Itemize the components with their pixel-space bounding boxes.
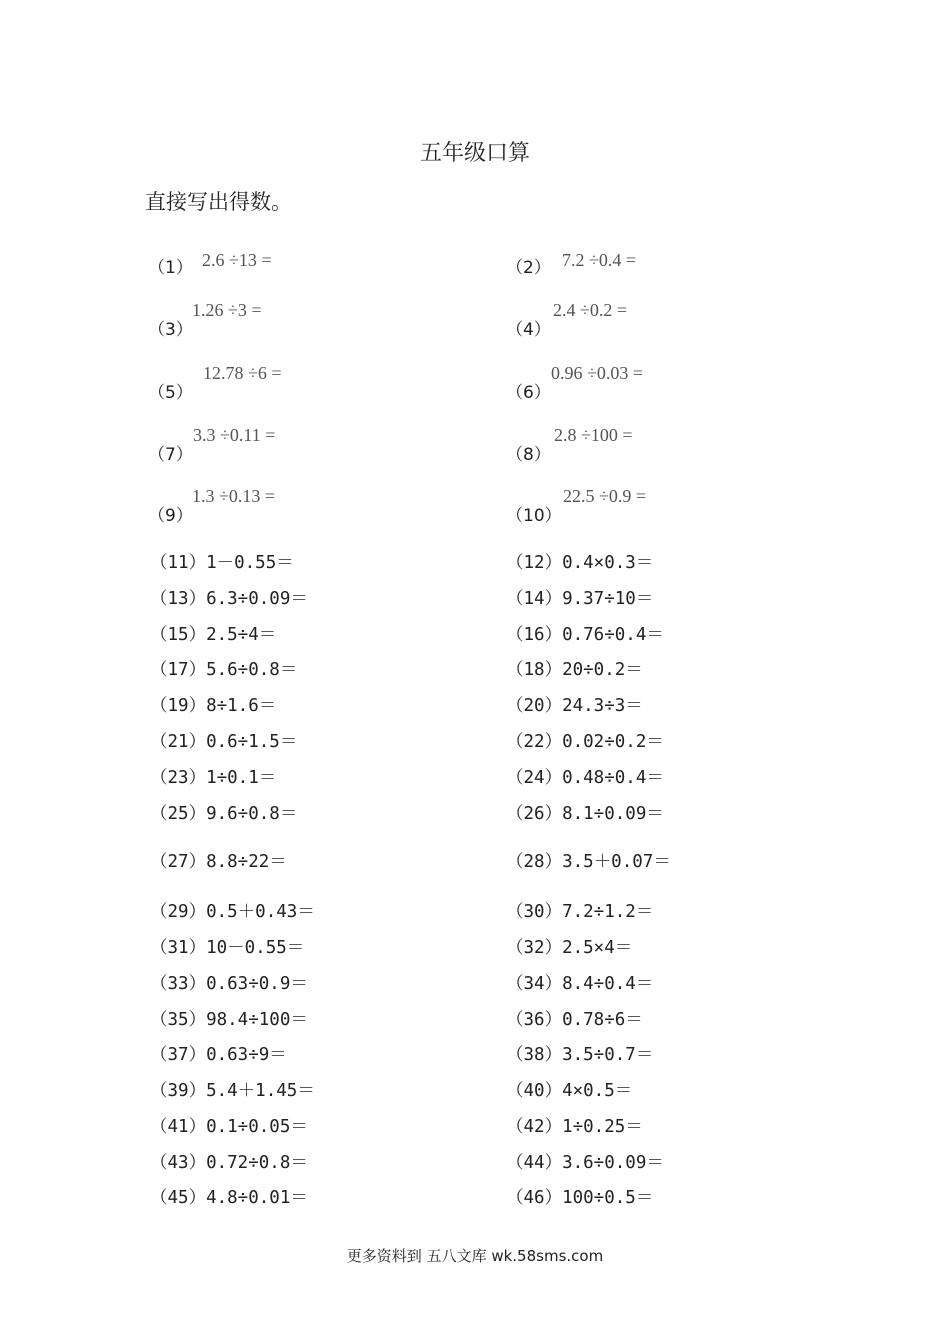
problem-item: （20）24.3÷3＝ — [506, 696, 643, 716]
problem-item: （18）20÷0.2＝ — [506, 660, 643, 680]
problem-item: （12）0.4×0.3＝ — [506, 553, 654, 573]
problem-item: （27）8.8÷22＝ — [150, 852, 287, 872]
problem-item: （36）0.78÷6＝ — [506, 1010, 643, 1030]
problem-item: （21）0.6÷1.5＝ — [150, 732, 298, 752]
problem-expression: 2.4 ÷0.2 = — [553, 300, 628, 320]
problem-item: （44）3.6÷0.09＝ — [506, 1153, 664, 1173]
problem-expression: 3.3 ÷0.11 = — [193, 425, 276, 445]
problem-item: （29）0.5＋0.43＝ — [150, 902, 315, 922]
problem-label: （7） — [148, 445, 193, 465]
problem-item: （35）98.4÷100＝ — [150, 1010, 308, 1030]
problem-item: （34）8.4÷0.4＝ — [506, 974, 654, 994]
problem-item: （17）5.6÷0.8＝ — [150, 660, 298, 680]
problem-item: （28）3.5＋0.07＝ — [506, 852, 671, 872]
problem-item: （30）7.2÷1.2＝ — [506, 902, 654, 922]
problem-item: （22）0.02÷0.2＝ — [506, 732, 664, 752]
problem-item: （42）1÷0.25＝ — [506, 1117, 643, 1137]
problem-item: （43）0.72÷0.8＝ — [150, 1153, 308, 1173]
page-title: 五年级口算 — [419, 141, 530, 166]
problem-label: （8） — [506, 445, 551, 465]
problem-label: （10） — [506, 506, 562, 526]
problem-item: （24）0.48÷0.4＝ — [506, 768, 664, 788]
problem-label: （3） — [148, 320, 193, 340]
problem-label: （4） — [506, 320, 551, 340]
problem-label: （2） — [506, 258, 551, 278]
problem-item: （25）9.6÷0.8＝ — [150, 804, 298, 824]
problem-expression: 1.3 ÷0.13 = — [192, 486, 276, 506]
problem-item: （14）9.37÷10＝ — [506, 589, 654, 609]
problem-label: （5） — [148, 383, 193, 403]
problem-expression: 12.78 ÷6 = — [203, 363, 282, 383]
problem-item: （19）8÷1.6＝ — [150, 696, 277, 716]
problem-label: （6） — [506, 383, 551, 403]
problem-item: （45）4.8÷0.01＝ — [150, 1188, 308, 1208]
problem-item: （41）0.1÷0.05＝ — [150, 1117, 308, 1137]
problem-expression: 22.5 ÷0.9 = — [563, 486, 647, 506]
problem-item: （16）0.76÷0.4＝ — [506, 625, 664, 645]
problem-expression: 0.96 ÷0.03 = — [551, 363, 644, 383]
problem-expression: 2.6 ÷13 = — [202, 250, 272, 270]
problem-item: （23）1÷0.1＝ — [150, 768, 277, 788]
problem-expression: 7.2 ÷0.4 = — [562, 250, 637, 270]
problem-item: （13）6.3÷0.09＝ — [150, 589, 308, 609]
problem-item: （31）10－0.55＝ — [150, 938, 305, 958]
problem-expression: 1.26 ÷3 = — [192, 300, 262, 320]
problem-item: （15）2.5÷4＝ — [150, 625, 277, 645]
problem-label: （1） — [148, 258, 193, 278]
instruction: 直接写出得数。 — [145, 190, 292, 214]
problem-item: （11）1－0.55＝ — [150, 553, 294, 573]
problem-item: （39）5.4＋1.45＝ — [150, 1081, 315, 1101]
problem-item: （40）4×0.5＝ — [506, 1081, 633, 1101]
problem-item: （32）2.5×4＝ — [506, 938, 633, 958]
problem-item: （38）3.5÷0.7＝ — [506, 1045, 654, 1065]
problem-expression: 2.8 ÷100 = — [554, 425, 633, 445]
problem-item: （33）0.63÷0.9＝ — [150, 974, 308, 994]
footer-text: 更多资料到 五八文库 wk.58sms.com — [346, 1247, 604, 1265]
problem-item: （46）100÷0.5＝ — [506, 1188, 654, 1208]
problem-item: （26）8.1÷0.09＝ — [506, 804, 664, 824]
problem-label: （9） — [148, 506, 193, 526]
problem-item: （37）0.63÷9＝ — [150, 1045, 287, 1065]
